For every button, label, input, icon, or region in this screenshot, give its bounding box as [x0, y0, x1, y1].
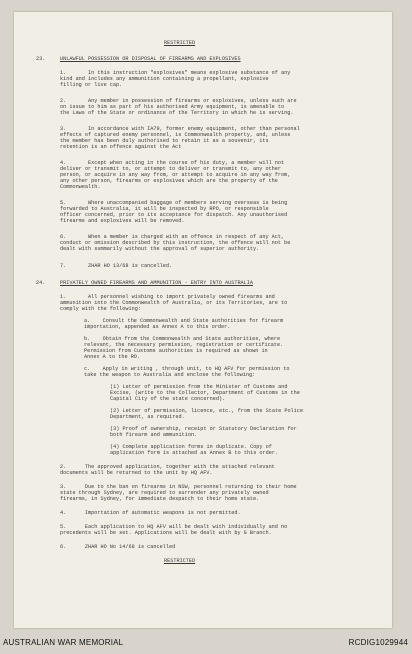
archive-caption-right: RCDIG1029944	[348, 638, 408, 647]
section-24-paragraph-1: 1. All personnel wishing to import privately owned firearms and ammunition into the Commonwealth of Australia, or its Territories, are to comply with the following:	[60, 294, 288, 313]
section-24-paragraph-6: 6. ZHAR HO No 14/68 is cancelled	[60, 544, 176, 550]
section-24-number: 24.	[36, 280, 46, 286]
section-23-paragraph-6: 6. When a member is charged with an offence in respect of any Act, conduct or omission described by this instruction, the offence will not be dealt with summarily without the approval of superior authority.	[60, 234, 291, 253]
section-23-paragraph-4: 4. Except when acting in the course of his duty, a member will not deliver or transmit to, or attempt to deliver or transmit to, any other person, or acquire in any way from, or attempt to acquire in any way from, any other person, firearms or explosives which are the property of the Commonwealth.	[60, 160, 291, 191]
section-24-item-b: b. Obtain from the Commonwealth and State authorities, where relevant, the necessary permission, registration or certificate. Permission from Customs authorities is required as shown in Annex A to the RO.	[84, 336, 284, 361]
footer-classification: RESTRICTED	[164, 558, 196, 564]
section-24-item-c: c. Apply in writing , through unit, to HQ AFV for permission to take the weapon to Australia and enclose the following:	[84, 366, 290, 379]
section-23-paragraph-2: 2. Any member in possession of firearms or explosives, unless such are on issue to him as part of his authorised Army equipment, is amenable to the Laws of the State or ordinance of the Territory in which he is serving.	[60, 98, 297, 117]
section-23-paragraph-5: 5. Where unaccompanied baggage of members serving overseas is being forwarded to Australia, it will be inspected by RPO, or responsible officer concerned, prior to its acceptance for dispatch. Any unauthorised firearms and explosives will be removed.	[60, 200, 288, 225]
section-24-title: PRIVATELY OWNED FIREARMS AND AMMUNITION - ENTRY INTO AUSTRALIA	[60, 280, 254, 286]
section-24-item-c3: (3) Proof of ownership, receipt or Statutory Declaration for both firearm and ammunition.	[110, 426, 297, 439]
section-24-item-a: a. Consult the Commonwealth and State authorities for firearm importation, appended as Annex A to this order.	[84, 318, 284, 331]
section-23-number: 23.	[36, 56, 46, 62]
section-23-paragraph-3: 3. In accordance with IA79, former enemy equipment, other than personal effects of captured enemy personnel, is Commonwealth property, and, unless the member has been duly authorised to retain it as a souvenir, its retention is an offence against the Act	[60, 126, 300, 151]
section-23-title: UNLAWFUL POSSESSION OR DISPOSAL OF FIREARMS AND EXPLOSIVES	[60, 56, 241, 62]
section-24-paragraph-2: 2. The approved application, together with the attached relevant documents will be returned to the unit by HQ AFV.	[60, 464, 275, 477]
section-24-item-c1: (1) Letter of permission from the Minister of Customs and Excise, (write to the Collector, Department of Customs in the Capital City of the state concerned).	[110, 384, 300, 403]
archive-caption-left: AUSTRALIAN WAR MEMORIAL	[3, 638, 124, 647]
header-classification: RESTRICTED	[164, 40, 196, 46]
section-24-item-c4: (4) Complete application forms in duplicate. Copy of application form is attached as Annex B to this order.	[110, 444, 279, 457]
section-24-paragraph-3: 3. Due to the ban on firearms in NSW, personnel returning to their home state through Sydney, are required to surrender any privately owned firearms, in Sydney, for immediate despatch to their home state.	[60, 484, 297, 503]
section-24-item-c2: (2) Letter of permission, licence, etc., from the State Police Department, as required.	[110, 408, 304, 421]
section-23-paragraph-1: 1. In this instruction "explosives" means explosive substance of any kind and includes any ammunition containing a propellant, explosive filling or live cap.	[60, 70, 291, 89]
section-23-paragraph-7: 7. ZHAR HO 13/68 is cancelled.	[60, 263, 173, 269]
section-24-paragraph-4: 4. Importation of automatic weapons is not permitted.	[60, 510, 241, 516]
section-24-paragraph-5: 5. Each application to HQ AFV will be dealt with individually and no precedents will be set. Applications will be dealt with by G Branch.	[60, 524, 288, 537]
document-page	[14, 12, 392, 628]
